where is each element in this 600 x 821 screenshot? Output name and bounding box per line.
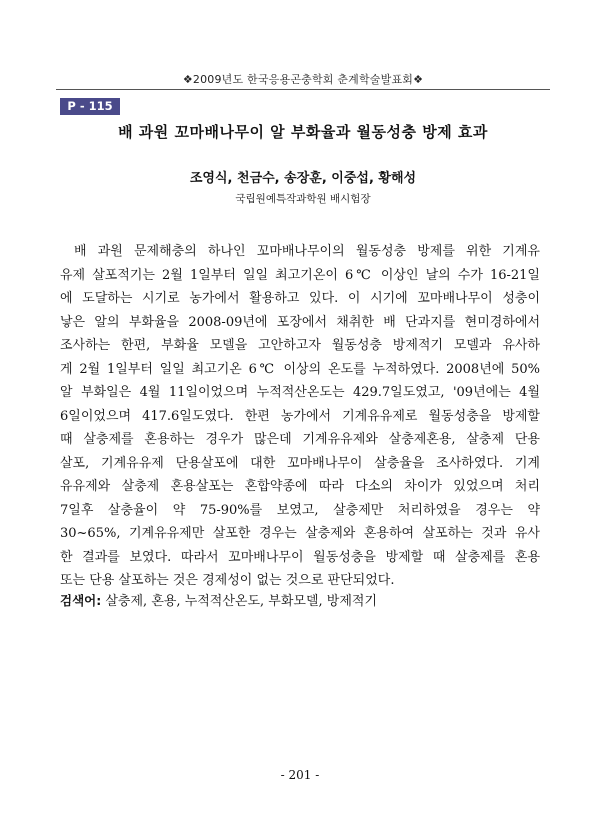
keywords bbox=[60, 590, 540, 609]
abstract-line: 게 2월 1일부터 일일 최고기온 6℃ 이상의 온도를 누적하였다. 2008년에 50% bbox=[60, 361, 540, 377]
paper-id-badge: P - 115 bbox=[60, 98, 120, 115]
abstract-line: 또는 단용 살포하는 것은 경제성이 없는 것으로 판단되었다. bbox=[60, 573, 395, 588]
abstract-line: 유유제와 살충제 혼용살포는 혼합약종에 따라 다소의 차이가 있었으며 처리 bbox=[60, 479, 540, 494]
abstract-line: 낳은 알의 부화율을 2008-09년에 포장에서 채취한 배 단과지를 현미경하에서 bbox=[60, 314, 540, 330]
abstract-line: 에 도달하는 시기로 농가에서 활용하고 있다. 이 시기에 꼬마배나무이 성충이 bbox=[60, 291, 540, 306]
abstract-line: 30~65%, 기계유유제만 살포한 경우는 살충제와 혼용하여 살포하는 것과 유사 bbox=[60, 526, 540, 541]
conference-header: ❖2009년도 한국응용곤충학회 춘계학술발표회❖ bbox=[182, 73, 424, 86]
abstract-line: 유제 살포적기는 2월 1일부터 일일 최고기온이 6℃ 이상인 날의 수가 16-21일 bbox=[60, 267, 540, 283]
abstract-line: 6일이었으며 417.6일도였다. 한편 농가에서 기계유유제로 월동성충을 방제할 bbox=[60, 408, 540, 424]
keywords-label: 검색어: bbox=[60, 593, 102, 608]
paper-affiliation: 국립원예특작과학원 배시험장 bbox=[235, 193, 371, 205]
keywords-text: 살충제, 혼용, 누적적산온도, 부화모델, 방제적기 bbox=[105, 594, 378, 609]
page-number: - 201 - bbox=[280, 768, 320, 782]
abstract-line: 7일후 살충율이 약 75-90%를 보였고, 살충제만 처리하였을 경우는 약 bbox=[60, 502, 540, 518]
abstract-line: 조사하는 한편, 부화율 모델을 고안하고자 월동성충 방제적기 모델과 유사하 bbox=[60, 338, 540, 353]
paper-authors: 조영식, 천금수, 송장훈, 이중섭, 황해성 bbox=[189, 171, 417, 186]
header-divider bbox=[56, 89, 550, 90]
abstract-line: 때 살충제를 혼용하는 경우가 많은데 기계유유제와 살충제혼용, 살충제 단용 bbox=[60, 432, 540, 447]
abstract-line: 알 부화일은 4월 11일이었으며 누적적산온도는 429.7일도였고, '09년에는 4월 bbox=[60, 385, 540, 400]
paper-title: 배 과원 꼬마배나무이 알 부화율과 월동성충 방제 효과 bbox=[118, 123, 488, 141]
abstract-line: 살포, 기계유유제 단용살포에 대한 꼬마배나무이 살충율을 조사하였다. 기계 bbox=[60, 455, 540, 471]
abstract-body bbox=[60, 240, 540, 593]
abstract-line: 배 과원 문제해충의 하나인 꼬마배나무이의 월동성충 방제를 위한 기계유 bbox=[74, 244, 540, 259]
abstract-line: 한 결과를 보였다. 따라서 꼬마배나무이 월동성충을 방제할 때 살충제를 혼용 bbox=[60, 549, 540, 565]
